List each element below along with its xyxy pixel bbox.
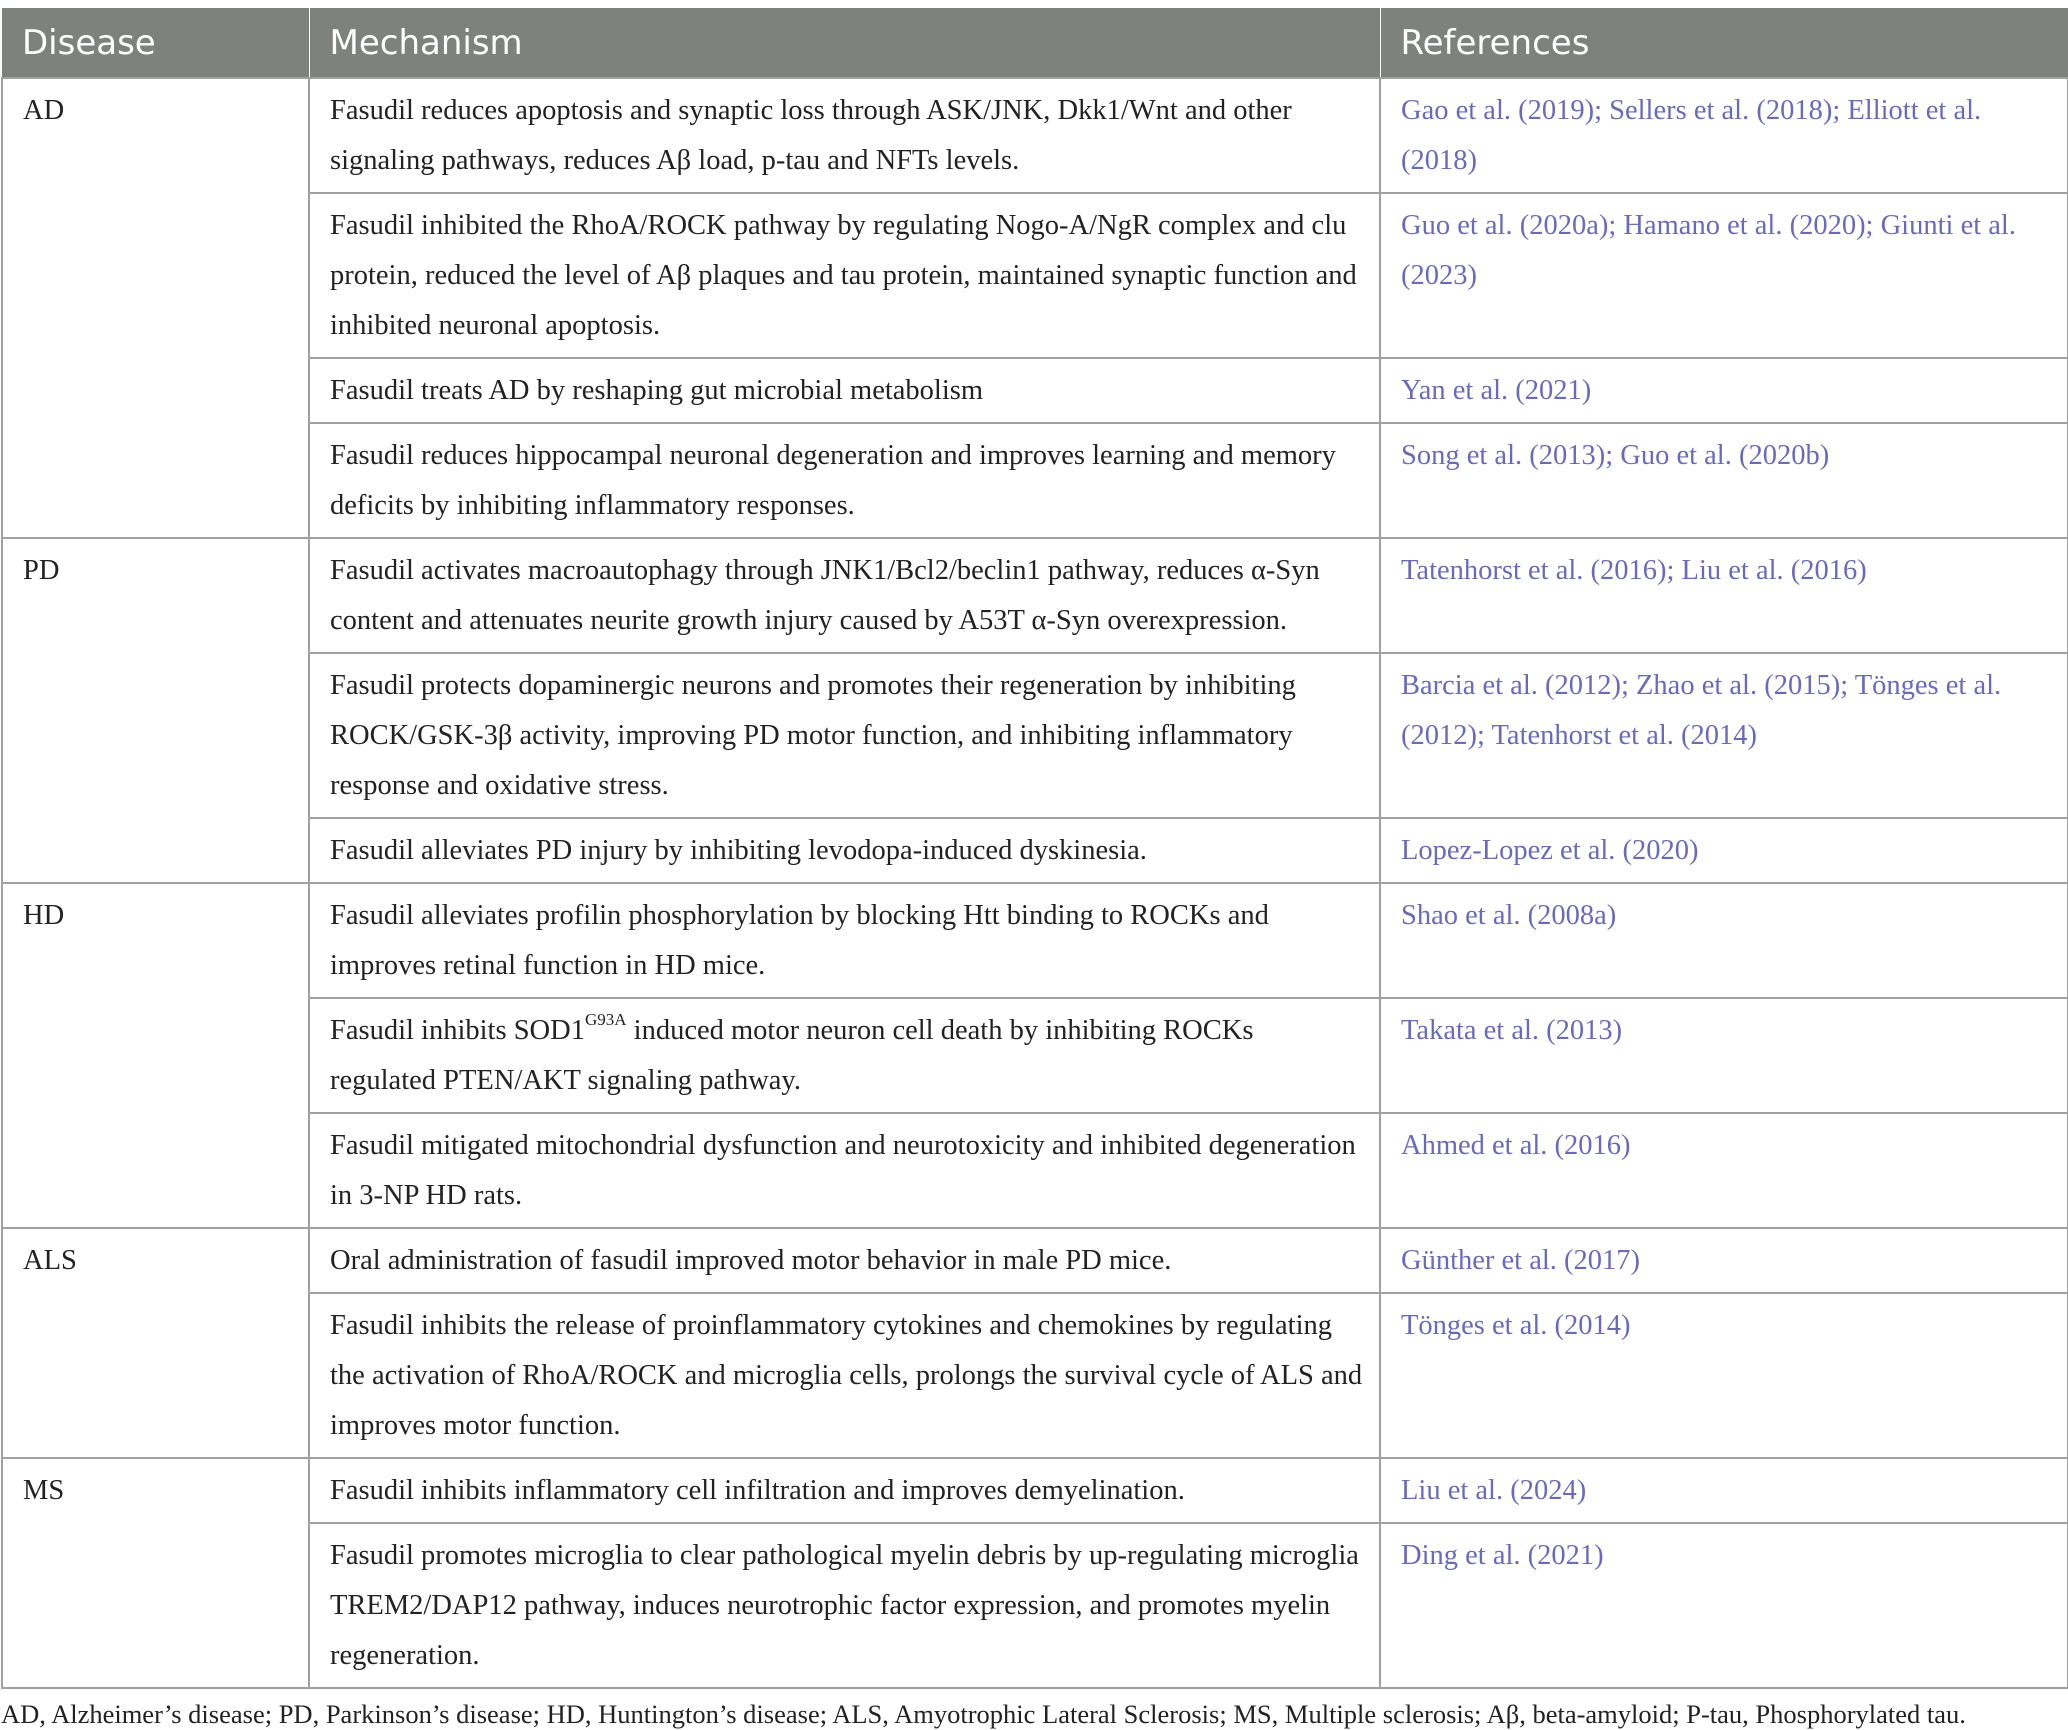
mechanism-cell: Fasudil inhibited the RhoA/ROCK pathway by regulating Nogo-A/NgR complex and clu protein, reduced the level of Aβ plaques and tau protein, maintained synaptic function and inhibited neuronal apoptosis. bbox=[309, 193, 1380, 358]
reference-link[interactable]: Song et al. (2013); Guo et al. (2020b) bbox=[1380, 423, 2068, 538]
table-row bbox=[2, 423, 2068, 538]
table-row bbox=[2, 1293, 2068, 1458]
reference-link[interactable]: Tönges et al. (2014) bbox=[1380, 1293, 2068, 1458]
table-row bbox=[2, 358, 2068, 423]
mechanism-cell bbox=[309, 998, 1380, 1113]
reference-link[interactable]: Takata et al. (2013) bbox=[1380, 998, 2068, 1113]
mechanism-cell: Fasudil reduces hippocampal neuronal degeneration and improves learning and memory deficits by inhibiting inflammatory responses. bbox=[309, 423, 1380, 538]
reference-link[interactable]: Ahmed et al. (2016) bbox=[1380, 1113, 2068, 1228]
mechanism-cell: Oral administration of fasudil improved motor behavior in male PD mice. bbox=[309, 1228, 1380, 1293]
mechanism-cell: Fasudil alleviates PD injury by inhibiting levodopa-induced dyskinesia. bbox=[309, 818, 1380, 883]
mechanism-text: induced motor neuron cell death by inhibiting ROCKs regulated PTEN/AKT signaling pathway. bbox=[330, 1015, 1254, 1096]
mechanism-cell: Fasudil protects dopaminergic neurons and promotes their regeneration by inhibiting ROCK/GSK-3β activity, improving PD motor function, and inhibiting inflammatory response and oxidative stress. bbox=[309, 653, 1380, 818]
header-references: References bbox=[1380, 8, 2068, 78]
mechanism-cell: Fasudil activates macroautophagy through JNK1/Bcl2/beclin1 pathway, reduces α-Syn content and attenuates neurite growth injury caused by A53T α-Syn overexpression. bbox=[309, 538, 1380, 653]
mechanism-cell: Fasudil mitigated mitochondrial dysfunction and neurotoxicity and inhibited degeneration in 3-NP HD rats. bbox=[309, 1113, 1380, 1228]
reference-link[interactable]: Ding et al. (2021) bbox=[1380, 1523, 2068, 1688]
reference-link[interactable]: Yan et al. (2021) bbox=[1380, 358, 2068, 423]
mechanism-cell: Fasudil reduces apoptosis and synaptic loss through ASK/JNK, Dkk1/Wnt and other signaling pathways, reduces Aβ load, p-tau and NFTs levels. bbox=[309, 78, 1380, 193]
table-row bbox=[2, 653, 2068, 818]
mechanism-cell: Fasudil inhibits inflammatory cell infiltration and improves demyelination. bbox=[309, 1458, 1380, 1523]
reference-link[interactable]: Tatenhorst et al. (2016); Liu et al. (2016) bbox=[1380, 538, 2068, 653]
mechanism-text: Fasudil inhibits SOD1 bbox=[330, 1015, 585, 1046]
mutation-superscript: G93A bbox=[584, 1010, 627, 1029]
table-row bbox=[2, 1228, 2068, 1293]
mechanism-cell: Fasudil treats AD by reshaping gut microbial metabolism bbox=[309, 358, 1380, 423]
table-row bbox=[2, 1113, 2068, 1228]
reference-link[interactable]: Günther et al. (2017) bbox=[1380, 1228, 2068, 1293]
reference-link[interactable]: Gao et al. (2019); Sellers et al. (2018); Elliott et al. (2018) bbox=[1380, 78, 2068, 193]
table-row bbox=[2, 818, 2068, 883]
disease-cell: AD bbox=[2, 78, 309, 538]
disease-cell: MS bbox=[2, 1458, 309, 1688]
disease-cell: ALS bbox=[2, 1228, 309, 1458]
mechanism-cell: Fasudil promotes microglia to clear pathological myelin debris by up-regulating microglia TREM2/DAP12 pathway, induces neurotrophic factor expression, and promotes myelin regeneration. bbox=[309, 1523, 1380, 1688]
mechanism-cell: Fasudil alleviates profilin phosphorylation by blocking Htt binding to ROCKs and improves retinal function in HD mice. bbox=[309, 883, 1380, 998]
reference-link[interactable]: Lopez-Lopez et al. (2020) bbox=[1380, 818, 2068, 883]
disease-cell: HD bbox=[2, 883, 309, 1228]
reference-link[interactable]: Shao et al. (2008a) bbox=[1380, 883, 2068, 998]
table-container bbox=[0, 8, 2068, 1730]
reference-link[interactable]: Guo et al. (2020a); Hamano et al. (2020); Giunti et al. (2023) bbox=[1380, 193, 2068, 358]
reference-link[interactable]: Liu et al. (2024) bbox=[1380, 1458, 2068, 1523]
table-row bbox=[2, 78, 2068, 193]
table-footnote: AD, Alzheimer’s disease; PD, Parkinson’s disease; HD, Huntington’s disease; ALS, Amyotrophic Lateral Sclerosis; MS, Multiple sclerosis; Aβ, beta-amyloid; P-tau, Phosphorylated tau. bbox=[1, 1699, 1966, 1729]
table-row bbox=[2, 538, 2068, 653]
header-row bbox=[2, 8, 2068, 78]
mechanism-cell: Fasudil inhibits the release of proinflammatory cytokines and chemokines by regulating the activation of RhoA/ROCK and microglia cells, prolongs the survival cycle of ALS and improves motor function. bbox=[309, 1293, 1380, 1458]
table-row bbox=[2, 1458, 2068, 1523]
reference-link[interactable]: Barcia et al. (2012); Zhao et al. (2015); Tönges et al. (2012); Tatenhorst et al. (2014) bbox=[1380, 653, 2068, 818]
mechanism-table bbox=[1, 8, 2068, 1689]
disease-cell: PD bbox=[2, 538, 309, 883]
header-disease: Disease bbox=[2, 8, 309, 78]
table-row bbox=[2, 193, 2068, 358]
table-row bbox=[2, 998, 2068, 1113]
table-row bbox=[2, 1523, 2068, 1688]
header-mechanism: Mechanism bbox=[309, 8, 1380, 78]
table-row bbox=[2, 883, 2068, 998]
